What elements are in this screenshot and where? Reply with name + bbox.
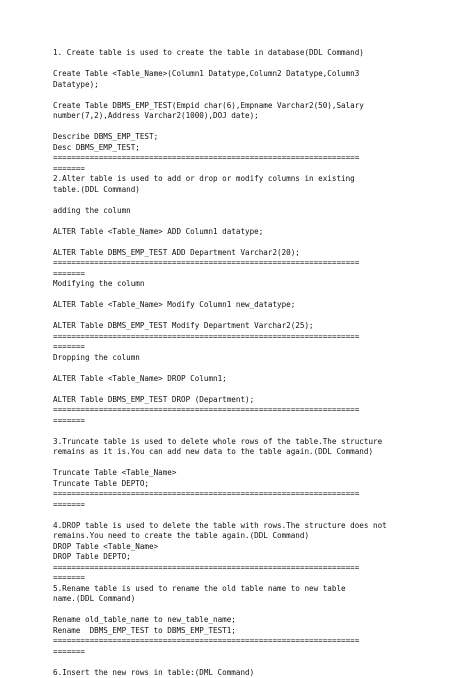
section-heading: 1. Create table is used to create the table in database(DDL Command) bbox=[53, 48, 463, 59]
text-line: name.(DDL Command) bbox=[53, 594, 463, 605]
text-line: ALTER Table <Table_Name> DROP Column1; bbox=[53, 374, 463, 385]
blank-line bbox=[53, 122, 463, 133]
text-line: ALTER Table DBMS_EMP_TEST Modify Department Varchar2(25); bbox=[53, 321, 463, 332]
text-line: Describe DBMS_EMP_TEST; bbox=[53, 132, 463, 143]
separator-line: =================================================================== bbox=[53, 153, 463, 164]
text-line: Dropping the column bbox=[53, 353, 463, 364]
section-heading: 6.Insert the new rows in table:(DML Command) bbox=[53, 668, 463, 678]
separator-line: =================================================================== bbox=[53, 636, 463, 647]
text-line: remains as it is.You can add new data to the table again.(DDL Command) bbox=[53, 447, 463, 458]
text-line: Rename DBMS_EMP_TEST to DBMS_EMP_TEST1; bbox=[53, 626, 463, 637]
blank-line bbox=[53, 363, 463, 374]
section-heading: 3.Truncate table is used to delete whole rows of the table.The structure bbox=[53, 437, 463, 448]
blank-line bbox=[53, 237, 463, 248]
separator-line: ======= bbox=[53, 342, 463, 353]
text-line: Create Table DBMS_EMP_TEST(Empid char(6),Empname Varchar2(50),Salary bbox=[53, 101, 463, 112]
separator-line: ======= bbox=[53, 573, 463, 584]
separator-line: ======= bbox=[53, 647, 463, 658]
separator-line: =================================================================== bbox=[53, 258, 463, 269]
text-line: ALTER Table <Table_Name> Modify Column1 new_datatype; bbox=[53, 300, 463, 311]
separator-line: ======= bbox=[53, 500, 463, 511]
document-section bbox=[53, 48, 463, 174]
text-line: DROP Table <Table_Name> bbox=[53, 542, 463, 553]
blank-line bbox=[53, 458, 463, 469]
blank-line bbox=[53, 90, 463, 101]
section-heading: 4.DROP table is used to delete the table with rows.The structure does not bbox=[53, 521, 463, 532]
blank-line bbox=[53, 59, 463, 70]
separator-line: ======= bbox=[53, 416, 463, 427]
separator-line: =================================================================== bbox=[53, 405, 463, 416]
blank-line bbox=[53, 195, 463, 206]
text-line: Truncate Table <Table_Name> bbox=[53, 468, 463, 479]
blank-line bbox=[53, 216, 463, 227]
text-line: Rename old_table_name to new_table_name; bbox=[53, 615, 463, 626]
document-section bbox=[53, 510, 463, 584]
text-line: ALTER Table DBMS_EMP_TEST ADD Department Varchar2(20); bbox=[53, 248, 463, 259]
blank-line bbox=[53, 510, 463, 521]
separator-line: =================================================================== bbox=[53, 489, 463, 500]
blank-line bbox=[53, 605, 463, 616]
text-line: Datatype); bbox=[53, 80, 463, 91]
text-line: ALTER Table DBMS_EMP_TEST DROP (Department); bbox=[53, 395, 463, 406]
text-line: table.(DDL Command) bbox=[53, 185, 463, 196]
document-section bbox=[53, 174, 463, 426]
separator-line: ======= bbox=[53, 164, 463, 175]
blank-line bbox=[53, 657, 463, 668]
text-line: ALTER Table <Table_Name> ADD Column1 datatype; bbox=[53, 227, 463, 238]
text-line: number(7,2),Address Varchar2(1000),DOJ date); bbox=[53, 111, 463, 122]
separator-line: ======= bbox=[53, 269, 463, 280]
blank-line bbox=[53, 290, 463, 301]
separator-line: =================================================================== bbox=[53, 563, 463, 574]
section-heading: 2.Alter table is used to add or drop or modify columns in existing bbox=[53, 174, 463, 185]
section-heading: 5.Rename table is used to rename the old table name to new table bbox=[53, 584, 463, 595]
document-section bbox=[53, 584, 463, 658]
blank-line bbox=[53, 311, 463, 322]
text-line: Modifying the column bbox=[53, 279, 463, 290]
text-line: Create Table <Table_Name>(Column1 Datatype,Column2 Datatype,Column3 bbox=[53, 69, 463, 80]
text-line: DROP Table DEPTO; bbox=[53, 552, 463, 563]
document-section bbox=[53, 657, 463, 678]
text-line: Desc DBMS_EMP_TEST; bbox=[53, 143, 463, 154]
text-line: Truncate Table DEPTO; bbox=[53, 479, 463, 490]
text-line: adding the column bbox=[53, 206, 463, 217]
document-text bbox=[53, 48, 463, 678]
blank-line bbox=[53, 426, 463, 437]
text-line: remains.You need to create the table again.(DDL Command) bbox=[53, 531, 463, 542]
separator-line: =================================================================== bbox=[53, 332, 463, 343]
blank-line bbox=[53, 384, 463, 395]
document-section bbox=[53, 426, 463, 510]
